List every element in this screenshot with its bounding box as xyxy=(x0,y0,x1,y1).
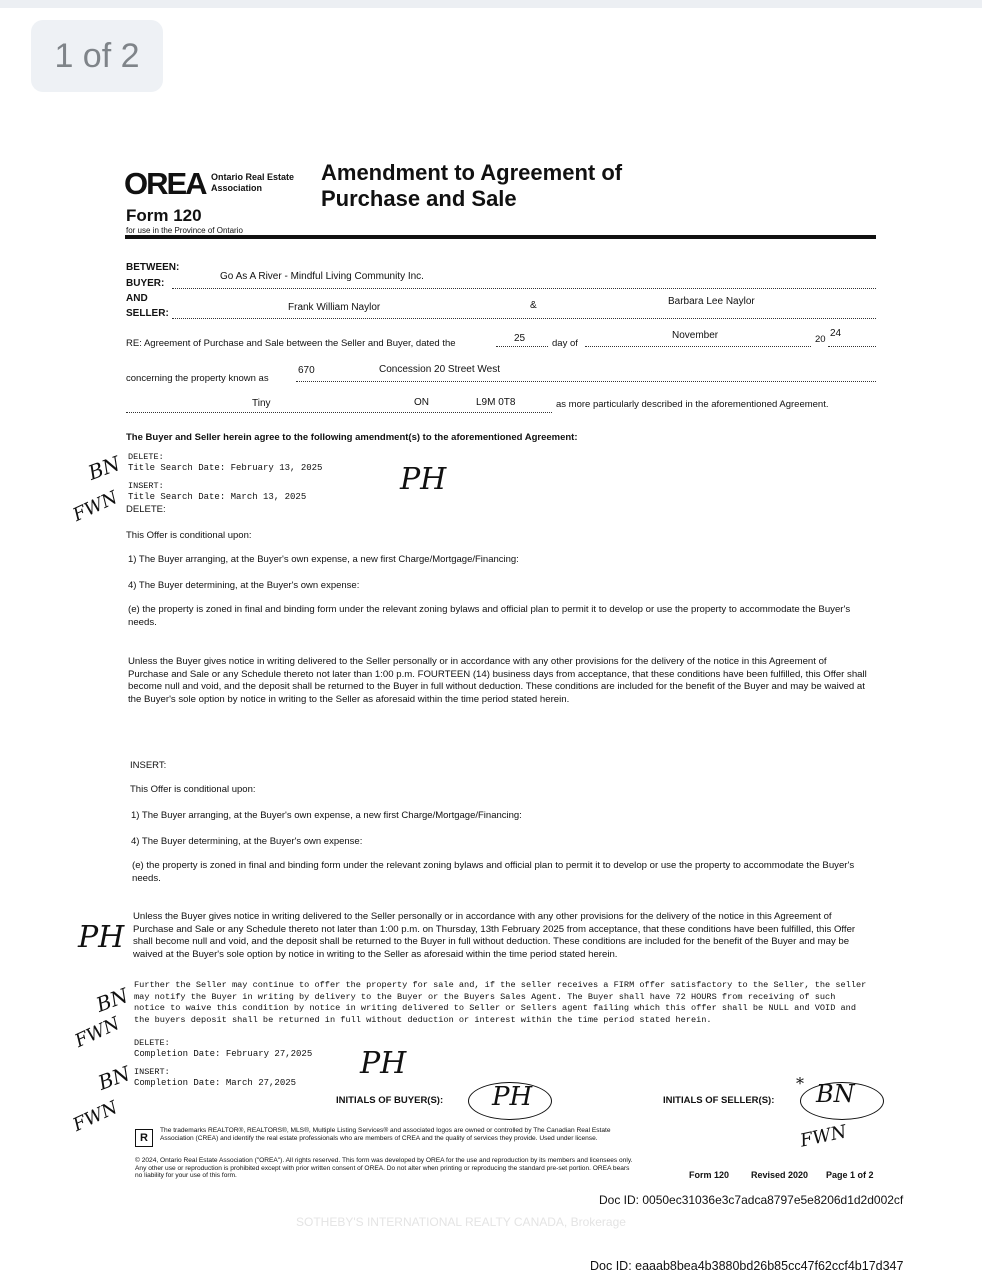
handwritten-initials-fwn-3: FWN xyxy=(69,1097,121,1136)
title-search-old: Title Search Date: February 13, 2025 xyxy=(128,463,323,473)
header-rule xyxy=(125,235,876,239)
handwritten-initials-fwn-1: FWN xyxy=(69,487,121,526)
doc-id-1: Doc ID: 0050ec31036e3c7adca8797e5e8206d1d2d002cf xyxy=(599,1193,904,1207)
year-field-line xyxy=(828,346,876,347)
document-title: Amendment to Agreement of Purchase and Sale xyxy=(321,160,623,211)
condition-e-old: (e) the property is zoned in final and binding form under the relevant zoning bylaws and official plan to permit it to develop or use the property to accommodate the Buyer's needs. xyxy=(128,604,851,628)
seller-name-1: Frank William Naylor xyxy=(288,302,381,313)
insert-label-1: INSERT: xyxy=(128,481,164,491)
orea-logo-subtitle: Ontario Real Estate Association xyxy=(211,172,295,193)
condition-1-new: 1) The Buyer arranging, at the Buyer's own expense, a new first Charge/Mortgage/Financing: xyxy=(131,810,522,821)
unless-new-paragraph: Unless the Buyer gives notice in writing delivered to the Seller personally or in accordance with any other provisions for the delivery of the notice in this Agreement of Purchase and Sale or any Schedule thereto not later than 1:00 p.m. on Thursday, 13th February 2025 from acceptance, that these conditions have been fulfilled, this Offer shall become null and void, and the deposit shall be returned to the Buyer in full without deduction. These conditions are included for the benefit of the Buyer and may be waived at the Buyer's sole option by notice in writing to the Seller as aforesaid within the time period stated herein. xyxy=(133,911,856,960)
buyer-initials-ph: PH xyxy=(492,1082,533,1112)
buyer-label: BUYER: xyxy=(126,278,165,289)
condition-e-new: (e) the property is zoned in final and binding form under the relevant zoning bylaws and official plan to permit it to develop or use the property to accommodate the Buyer's needs. xyxy=(132,860,855,884)
doc-id-2: Doc ID: eaaab8bea4b3880bd26b85cc47f62ccf4b17d347 xyxy=(590,1259,904,1273)
seller-initials-bn: BN xyxy=(816,1080,855,1108)
footer-copyright: © 2024, Ontario Real Estate Association ("OREA"). All rights reserved. This form was developed by OREA for the use and reproduction by its members and licensees only. Any other use or reproduction is prohibited except with prior written consent of OREA. Do not alter when printing or reproducing the standard pre-set portion. OREA bears no liability for your use of this form. xyxy=(135,1157,633,1180)
handwritten-initials-bn-2: BN xyxy=(92,983,132,1017)
condition-4-new: 4) The Buyer determining, at the Buyer's own expense: xyxy=(131,836,363,847)
seller-initials-star: * xyxy=(796,1074,804,1093)
footer-page-number: Page 1 of 2 xyxy=(826,1170,874,1180)
agreement-day: 25 xyxy=(514,333,526,344)
page-indicator: 1 of 2 xyxy=(31,20,163,92)
conditional-text-1: This Offer is conditional upon: xyxy=(126,530,252,541)
handwritten-initials-ph-1: PH xyxy=(400,462,447,497)
month-field-line xyxy=(585,346,811,347)
form-number: Form 120 xyxy=(126,206,202,225)
seller-ampersand: & xyxy=(530,300,537,311)
conditional-text-2: This Offer is conditional upon: xyxy=(130,784,256,795)
seller-field-line xyxy=(172,318,876,319)
day-field-line xyxy=(496,346,548,347)
seller-label: SELLER: xyxy=(126,308,169,319)
concerning-text: concerning the property known as xyxy=(126,373,269,384)
completion-date-old: Completion Date: February 27,2025 xyxy=(134,1049,313,1059)
handwritten-initials-fwn-2: FWN xyxy=(71,1013,123,1052)
buyer-field-line xyxy=(172,288,876,289)
year-suffix: 24 xyxy=(830,328,842,339)
insert-label-2: INSERT: xyxy=(130,760,167,771)
footer-trademark: The trademarks REALTOR®, REALTORS®, MLS®, Multiple Listing Services® and associated logos are owned or controlled by The Canadian Real Estate Association (CREA) and identify the real estate professionals who are members of CREA and the quality of services they provide. Used under license. xyxy=(160,1127,611,1142)
property-city: Tiny xyxy=(252,398,271,409)
delete-label-2: DELETE: xyxy=(126,504,166,515)
orea-logo: OREA xyxy=(124,166,206,201)
unless-old-paragraph: Unless the Buyer gives notice in writing delivered to the Seller personally or in accordance with any other provisions for the delivery of the notice in this Agreement of Purchase and Sale or any Schedule thereto not later than 1:00 p.m. FOURTEEN (14) business days from acceptance, that these conditions have been fulfilled, this Offer shall become null and void, and the deposit shall be returned to the Buyer in full without deduction. These conditions are included for the benefit of the Buyer and may be waived at the Buyer's sole option by notice in writing to the Seller as aforesaid within the time period stated herein. xyxy=(128,656,867,705)
handwritten-initials-ph-3: PH xyxy=(360,1046,407,1081)
condition-4-old: 4) The Buyer determining, at the Buyer's own expense: xyxy=(128,580,360,591)
handwritten-initials-ph-2: PH xyxy=(78,920,125,955)
further-paragraph: Further the Seller may continue to offer the property for sale and, if the seller receives a FIRM offer satisfactory to the Seller, the seller may notify the Buyer in writing by delivery to the Buyer or the Buyers Sales Agent. The Buyer shall have 72 HOURS from receiving of such notice to waive this condition by notice in writing delivered to Seller or Sellers agent failing which this offer shall be NULL and VOID and the buyers deposit shall be returned in full without deduction or interest within the time period stated herein. xyxy=(134,980,867,1025)
form-note: for use in the Province of Ontario xyxy=(126,226,243,235)
condition-1-old: 1) The Buyer arranging, at the Buyer's own expense, a new first Charge/Mortgage/Financing: xyxy=(128,554,519,565)
seller-name-2: Barbara Lee Naylor xyxy=(668,296,755,307)
re-text-1: RE: Agreement of Purchase and Sale between the Seller and Buyer, dated the xyxy=(126,338,456,349)
year-prefix: 20 xyxy=(815,334,826,345)
property-number: 670 xyxy=(298,365,315,376)
city-field-line xyxy=(126,412,552,413)
seller-initials-fwn: FWN xyxy=(798,1121,849,1152)
re-text-2: day of xyxy=(552,338,578,349)
between-label: BETWEEN: xyxy=(126,262,180,273)
and-label: AND xyxy=(126,293,148,304)
handwritten-initials-bn-1: BN xyxy=(84,451,124,485)
realtor-r-icon: R xyxy=(135,1129,153,1147)
buyer-name: Go As A River - Mindful Living Community Inc. xyxy=(220,271,424,282)
title-search-new: Title Search Date: March 13, 2025 xyxy=(128,492,307,502)
delete-label-1: DELETE: xyxy=(128,452,164,462)
property-postal: L9M 0T8 xyxy=(476,397,516,408)
footer-form-number: Form 120 xyxy=(689,1170,730,1180)
insert-label-3: INSERT: xyxy=(134,1067,170,1077)
property-province: ON xyxy=(414,397,429,408)
brokerage-watermark: SOTHEBY'S INTERNATIONAL REALTY CANADA, Brokerage xyxy=(296,1215,626,1229)
buyer-initials-label: INITIALS OF BUYER(S): xyxy=(336,1095,444,1106)
described-text: as more particularly described in the aforementioned Agreement. xyxy=(556,399,829,410)
completion-date-new: Completion Date: March 27,2025 xyxy=(134,1078,297,1088)
property-street: Concession 20 Street West xyxy=(379,364,500,375)
amendment-intro: The Buyer and Seller herein agree to the following amendment(s) to the aforementioned Agreement: xyxy=(126,432,578,443)
agreement-month: November xyxy=(672,330,719,341)
delete-label-3: DELETE: xyxy=(134,1038,170,1048)
property-field-line xyxy=(296,381,876,382)
seller-initials-label: INITIALS OF SELLER(S): xyxy=(663,1095,775,1106)
footer-revised: Revised 2020 xyxy=(751,1170,809,1180)
handwritten-initials-bn-3: BN xyxy=(94,1061,134,1095)
